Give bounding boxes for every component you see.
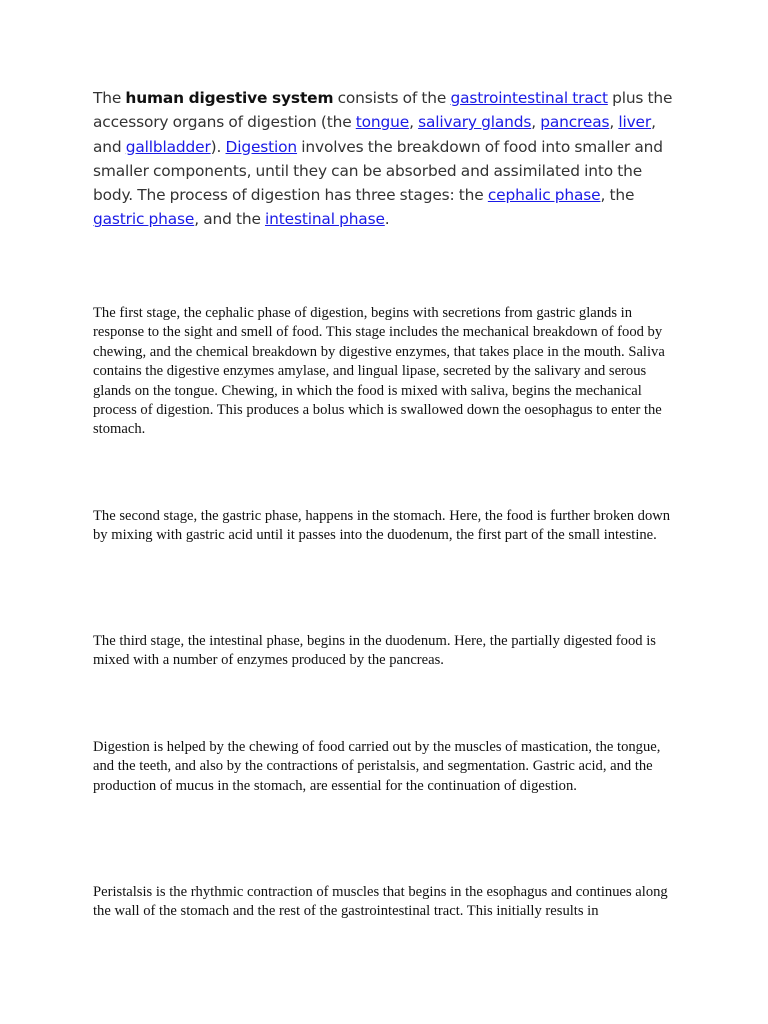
link-liver[interactable]: liver [618,113,652,132]
intro-text: , and [93,113,656,156]
paragraph-intestinal-stage: The third stage, the intestinal phase, begins in the duodenum. Here, the partially digested food is mixed with a number of enzymes produced by the pancreas. [93,633,656,669]
intro-paragraph [93,86,683,232]
intro-text: , [531,113,541,132]
paragraph-gastric-stage: The second stage, the gastric phase, happens in the stomach. Here, the food is further broken down by mixing with gastric acid until it passes into the duodenum, the first part of the small intestine. [93,508,671,544]
link-cephalic-phase[interactable]: cephalic phase [487,186,601,205]
link-gallbladder[interactable]: gallbladder [125,137,211,156]
paragraph-peristalsis: Peristalsis is the rhythmic contraction of muscles that begins in the esophagus and continues along the wall of the stomach and the rest of the gastrointestinal tract. This initially results in [93,884,668,920]
intro-text: plus the accessory organs of digestion (the [93,89,673,132]
intro-text: The [93,89,126,107]
intro-text: consists of the [333,89,451,107]
intro-text: . [384,210,390,229]
link-intestinal-phase[interactable]: intestinal phase [265,210,385,229]
paragraph-digestion-aids: Digestion is helped by the chewing of food carried out by the muscles of mastication, the tongue, and the teeth, and also by the contractions of peristalsis, and segmentation. Gastric acid, and the production of mucus in the stomach, are essential for the continuation of digestion. [93,739,661,794]
intro-text: , [409,113,419,132]
intro-text: , and the [194,210,266,229]
paragraph-cephalic-stage: The first stage, the cephalic phase of digestion, begins with secretions from gastric glands in response to the sight and smell of food. This stage includes the mechanical breakdown of food by chewing, and the chemical breakdown by digestive enzymes, that takes place in the mouth. Saliva contains the digestive enzymes amylase, and lingual lipase, secreted by the salivary and serous glands on the tongue. Chewing, in which the food is mixed with saliva, begins the mechanical process of digestion. This produces a bolus which is swallowed down the oesophagus to enter the stomach. [93,305,665,438]
link-gastric-phase[interactable]: gastric phase [93,210,195,229]
link-pancreas[interactable]: pancreas [540,113,610,132]
intro-text: ). [210,137,226,156]
link-salivary-glands[interactable]: salivary glands [418,113,532,132]
link-gastrointestinal-tract[interactable]: gastrointestinal tract [450,89,608,107]
intro-text: , [609,113,619,132]
intro-bold-term: human digestive system [125,89,334,107]
intro-text: , the [600,186,635,205]
link-digestion[interactable]: Digestion [225,137,298,156]
intro-text: involves the breakdown of food into smaller and smaller components, until they can be absorbed and assimilated into the body. The process of digestion has three stages: the [93,137,663,205]
link-tongue[interactable]: tongue [355,113,410,132]
